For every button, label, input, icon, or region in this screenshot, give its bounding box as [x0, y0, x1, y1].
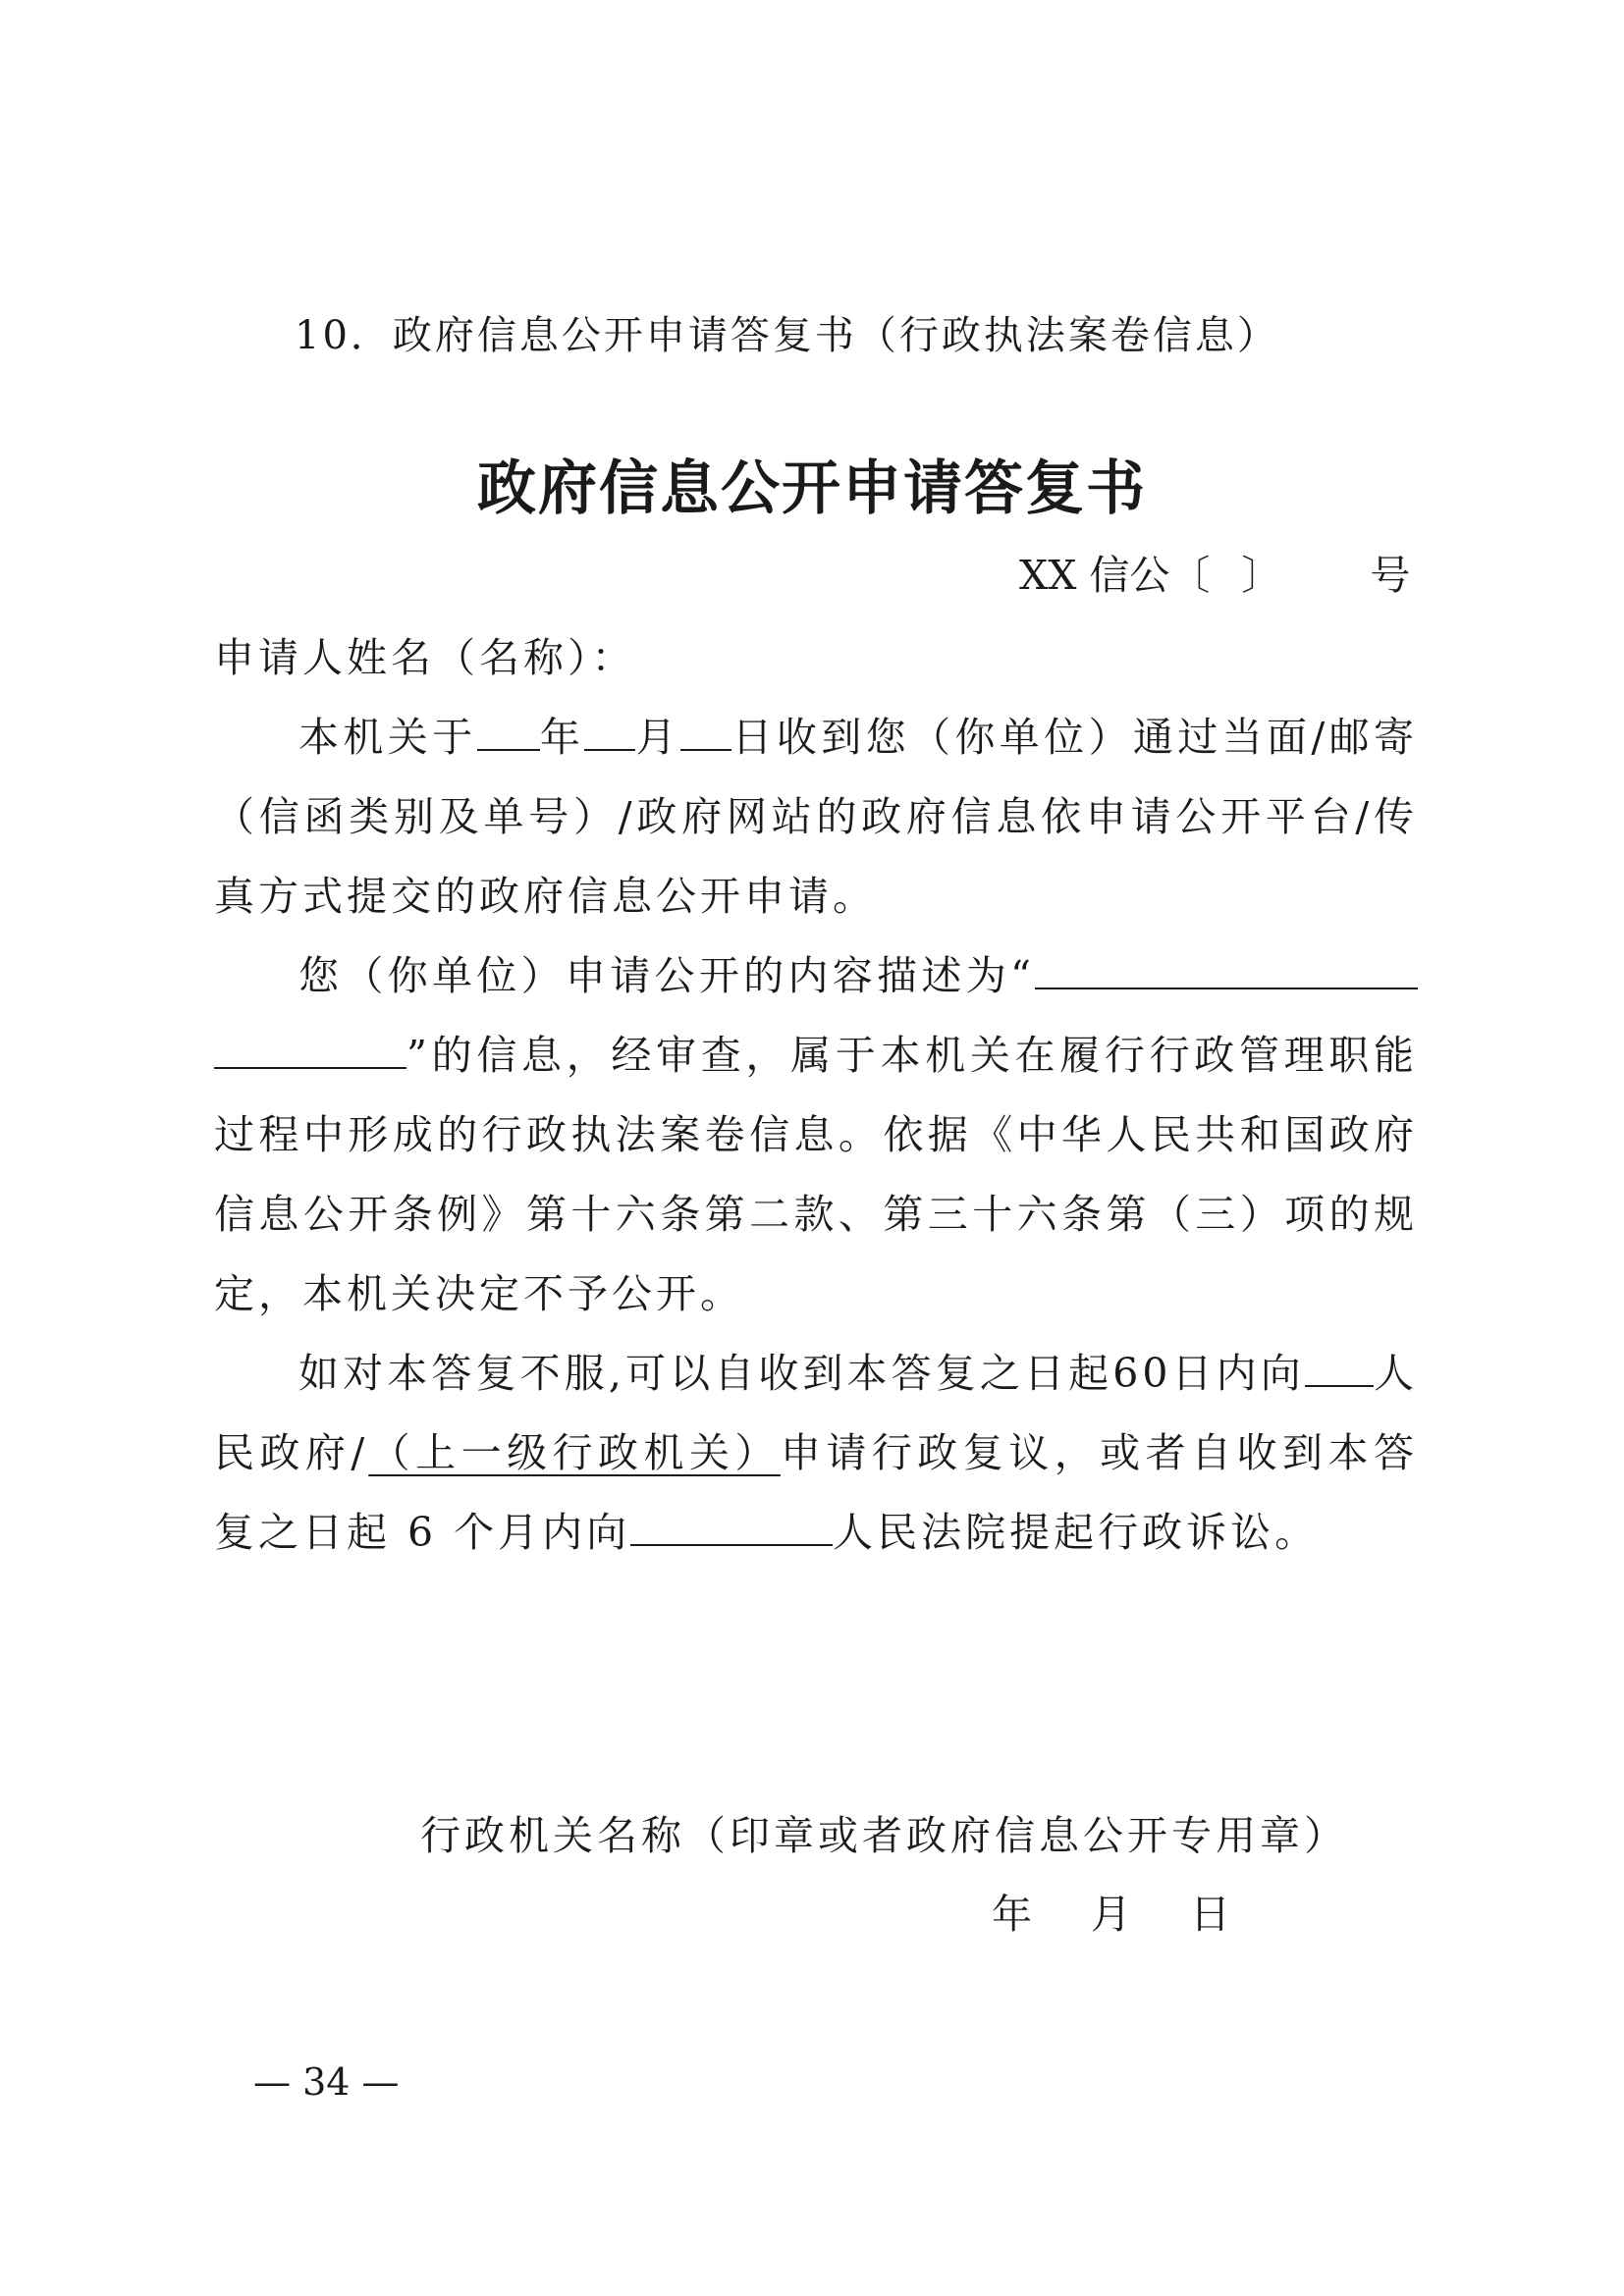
blank-court	[630, 1505, 833, 1546]
signature-date	[992, 1885, 1230, 1944]
page-number: — 34 —	[253, 2060, 400, 2104]
blank-year	[477, 710, 540, 751]
blank-month	[584, 710, 635, 751]
blank-content-description	[1035, 948, 1418, 989]
paragraph-receipt: 本机关于 年 月 日收到您（你单位）通过当面/邮寄（信函类别及单号）/政府网站的政府信息依申请公开平台/传真方式提交的政府信息公开申请。	[214, 698, 1418, 936]
document-caption: 10．政府信息公开申请答复书（行政执法案卷信息）	[295, 313, 1279, 358]
document-number-bracket-close: 〕	[1241, 552, 1282, 599]
paragraph-decision: 您（你单位）申请公开的内容描述为“”的信息，经审查，属于本机关在履行行政管理职能过程中形成的行政执法案卷信息。依据《中华人民共和国政府信息公开条例》第十六条第二款、第三十六条第（三）项的规定，本机关决定不予公开。	[214, 936, 1418, 1334]
date-year: 年	[992, 1891, 1032, 1938]
blank-government	[1305, 1346, 1374, 1387]
date-month: 月	[1091, 1891, 1131, 1938]
paragraph-remedy: 如对本答复不服,可以自收到本答复之日起60日内向 人民政府/（上一级行政机关）申请行政复议，或者自收到本答复之日起 6 个月内向 人民法院提起行政诉讼。	[214, 1334, 1418, 1573]
signer-line: 行政机关名称（印章或者政府信息公开专用章）	[420, 1812, 1348, 1859]
superior-agency: （上一级行政机关）	[368, 1429, 781, 1476]
document-number-suffix: 号	[1370, 552, 1411, 599]
blank-content-description-continued	[214, 1028, 406, 1069]
document-title: 政府信息公开申请答复书	[477, 454, 1147, 523]
blank-day	[680, 710, 731, 751]
date-day: 日	[1190, 1891, 1230, 1938]
document-number-prefix: XX 信公〔	[1019, 552, 1211, 599]
document-number	[1019, 546, 1410, 605]
document-body	[214, 618, 1418, 1573]
applicant-line: 申请人姓名（名称）：	[214, 634, 636, 681]
